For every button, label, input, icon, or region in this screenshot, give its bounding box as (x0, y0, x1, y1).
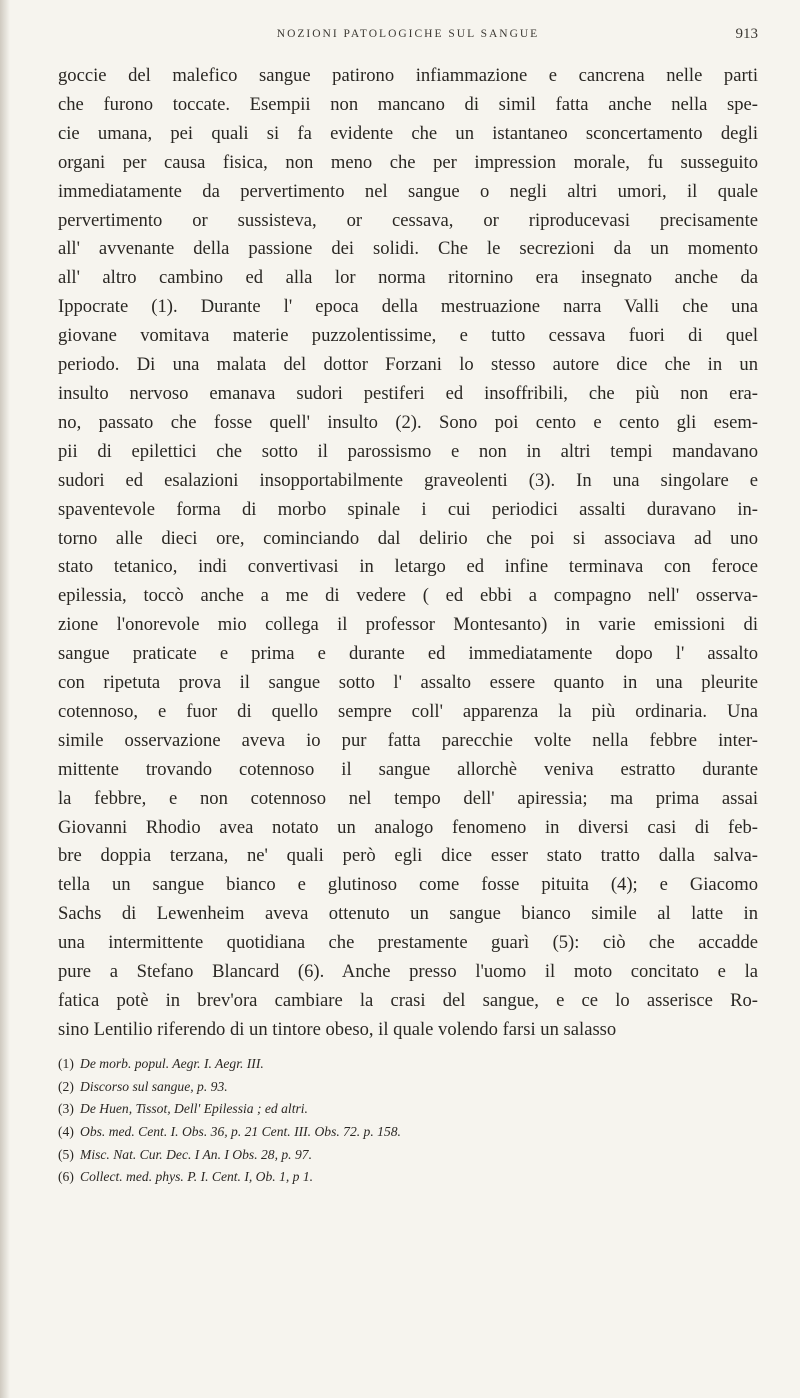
running-head (58, 14, 758, 54)
footnote (58, 1076, 758, 1099)
body-line: all' altro cambino ed alla lor norma ritornino era insegnato anche da (58, 267, 758, 289)
footnote-number: (4) (58, 1123, 74, 1139)
body-line: pii di epilettici che sotto il parossismo e non in altri tempi mandavano (58, 440, 758, 462)
body-line: epilessia, toccò anche a me di vedere ( ed ebbi a compagno nell' osserva- (58, 585, 758, 607)
body-line: la febbre, e non cotennoso nel tempo dell' apiressia; ma prima assai (58, 787, 758, 809)
footnote-reference: De morb. popul. Aegr. I. Aegr. III. (80, 1055, 264, 1071)
body-line: Giovanni Rhodio avea notato un analogo fenomeno in diversi casi di feb- (58, 816, 758, 838)
footnote (58, 1144, 758, 1167)
running-title: NOZIONI PATOLOGICHE SUL SANGUE (276, 28, 540, 40)
body-line: pure a Stefano Blancard (6). Anche presso l'uomo il moto concitato e la (58, 961, 758, 983)
footnote-reference: De Huen, Tissot, Dell' Epilessia ; ed altri. (80, 1101, 308, 1117)
footnote (58, 1053, 758, 1076)
body-line: sangue praticate e prima e durante ed immediatamente dopo l' assalto (58, 643, 758, 665)
body-line: goccie del malefico sangue patirono infiammazione e cancrena nelle parti (58, 65, 758, 86)
body-line: tella un sangue bianco e glutinoso come fosse pituita (4); e Giacomo (58, 874, 758, 896)
body-line: pervertimento or sussisteva, or cessava, or riproducevasi precisamente (58, 209, 758, 231)
body-line: sino Lentilio riferendo di un tintore obeso, il quale volendo farsi un salasso (58, 1018, 617, 1040)
body-line: all' avvenante della passione dei solidi. Che le secrezioni da un momento (58, 238, 758, 260)
body-line: cotennoso, e fuor di quello sempre coll' apparenza la più ordinaria. Una (58, 700, 758, 722)
body-line: mittente trovando cotennoso il sangue allorchè veniva estratto durante (58, 758, 758, 780)
footnote-number: (1) (58, 1055, 74, 1071)
body-line: no, passato che fosse quell' insulto (2). Sono poi cento e cento gli esem- (58, 411, 758, 433)
body-line: stato tetanico, indi convertivasi in letargo ed infine terminava con feroce (58, 556, 758, 578)
footnote (58, 1166, 758, 1189)
body-line: Sachs di Lewenheim aveva ottenuto un sangue bianco simile al latte in (58, 903, 758, 925)
body-line: spaventevole forma di morbo spinale i cui periodici assalti duravano in- (58, 498, 758, 520)
body-line: fatica potè in brev'ora cambiare la crasi del sangue, e ce lo asserisce Ro- (58, 990, 758, 1011)
footnote-number: (3) (58, 1101, 74, 1117)
footnote-reference: Obs. med. Cent. I. Obs. 36, p. 21 Cent. III. Obs. 72. p. 158. (80, 1123, 401, 1139)
body-line: torno alle dieci ore, cominciando dal delirio che poi si associava ad uno (58, 527, 758, 549)
book-page (58, 14, 758, 1189)
body-line: Ippocrate (1). Durante l' epoca della mestruazione narra Valli che una (58, 296, 758, 318)
page-binding-shadow (0, 0, 10, 1398)
footnote (58, 1098, 758, 1121)
footnotes (58, 1053, 758, 1189)
body-line: zione l'onorevole mio collega il professor Montesanto) in varie emissioni di (58, 614, 758, 636)
footnote-number: (5) (58, 1146, 74, 1162)
footnote-reference: Discorso sul sangue, p. 93. (80, 1078, 228, 1094)
body-line: immediatamente da pervertimento nel sangue o negli altri umori, il quale (58, 180, 758, 202)
body-line: una intermittente quotidiana che prestamente guarì (5): ciò che accadde (58, 932, 758, 954)
footnote-number: (6) (58, 1169, 74, 1185)
footnote-reference: Collect. med. phys. P. I. Cent. I, Ob. 1, p 1. (80, 1169, 314, 1185)
body-line: organi per causa fisica, non meno che per impression morale, fu susseguito (58, 151, 758, 173)
body-line: bre doppia terzana, ne' quali però egli dice esser stato tratto dalla salva- (58, 845, 758, 867)
body-line: sudori ed esalazioni insopportabilmente graveolenti (3). In una singolare e (58, 469, 758, 491)
body-line: con ripetuta prova il sangue sotto l' assalto essere quanto in una pleurite (58, 672, 758, 694)
body-line: che furono toccate. Esempii non mancano di simil fatta anche nella spe- (58, 93, 758, 115)
body-line: cie umana, pei quali si fa evidente che un istantaneo sconcertamento degli (58, 122, 758, 144)
body-line: periodo. Di una malata del dottor Forzani lo stesso autore dice che in un (58, 354, 758, 376)
page-number: 913 (735, 26, 758, 42)
footnote-number: (2) (58, 1078, 74, 1094)
body-line: simile osservazione aveva io pur fatta parecchie volte nella febbre inter- (58, 729, 758, 751)
body-line: giovane vomitava materie puzzolentissime, e tutto cessava fuori di quel (58, 325, 758, 347)
footnote-reference: Misc. Nat. Cur. Dec. I An. I Obs. 28, p. 97. (80, 1146, 312, 1162)
body-text (58, 62, 758, 1045)
footnote (58, 1121, 758, 1144)
body-line: insulto nervoso emanava sudori pestiferi ed insoffribili, che più non era- (58, 382, 758, 404)
